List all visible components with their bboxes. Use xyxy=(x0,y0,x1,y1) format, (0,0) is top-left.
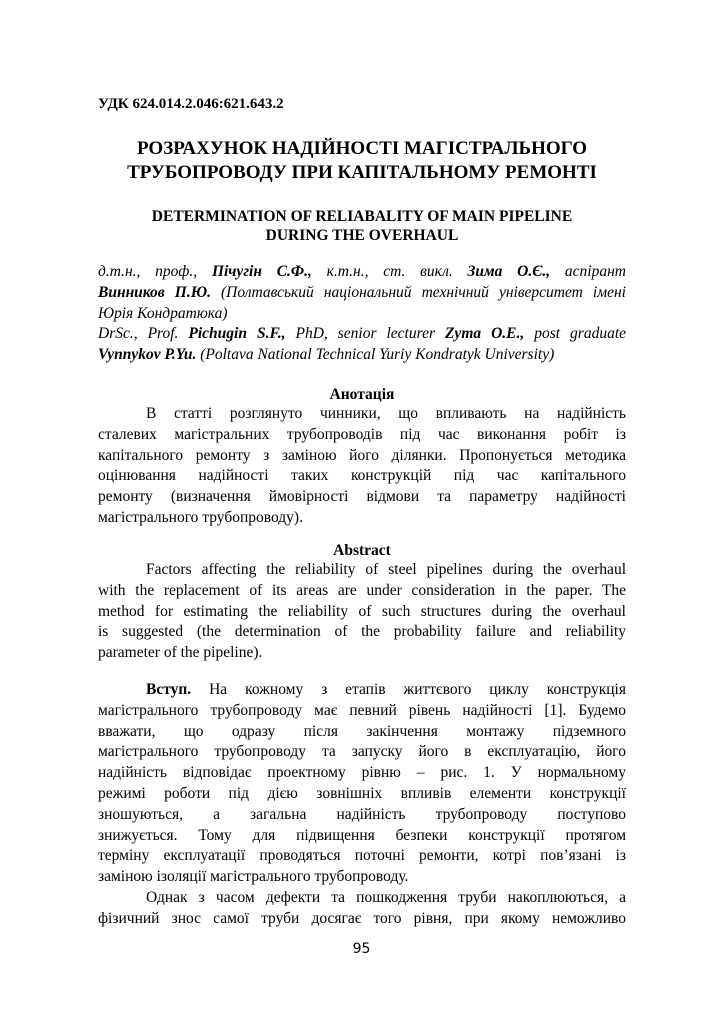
intro-line-1-rest: На кожному з етапів життєвого циклу конструкція xyxy=(191,681,626,698)
abstract-line: parameter of the pipeline). xyxy=(98,644,263,662)
annotation-line: ремонту (визначення ймовірності відмови та параметру надійності xyxy=(98,488,626,506)
authors-en-line-2 xyxy=(98,345,626,366)
affiliation-ua: (Полтавський національний технічний університет імені Юрія Кондратюка) xyxy=(98,283,626,322)
authors-ua-degree-2: к.т.н., ст. викл. xyxy=(311,263,468,280)
author-1-ua: Пічугін С.Ф., xyxy=(211,263,312,280)
intro-line: магістрального трубопроводу має певний рівень надійності [1]. Будемо xyxy=(98,701,626,719)
annotation-line: капітального ремонту з заміною його ділянки. Пропонується методика xyxy=(98,446,626,464)
authors-ua-line-2 xyxy=(98,283,626,325)
annotation-line: сталевих магістральних трубопроводів під час виконання робіт із xyxy=(98,425,626,443)
annotation-line: магістрального трубопроводу). xyxy=(98,508,303,526)
annotation-line: В статті розглянуто чинники, що впливають на надійність xyxy=(146,405,626,422)
annotation-text xyxy=(98,404,626,529)
title-ua-line-2: ТРУБОПРОВОДУ ПРИ КАПІТАЛЬНОМУ РЕМОНТІ xyxy=(127,162,597,183)
author-3-ua: Винников П.Ю. xyxy=(98,283,211,301)
intro-line: вважати, що одразу після закінчення монтажу підземного xyxy=(98,722,626,740)
intro-line: заміною ізоляції магістрального трубопроводу. xyxy=(98,868,409,886)
title-en-line-1: DETERMINATION OF RELIABALITY OF MAIN PIPELINE xyxy=(151,208,573,225)
abstract-line: Factors affecting the reliability of steel pipelines during the overhaul xyxy=(146,561,626,578)
abstract-heading: Abstract xyxy=(333,542,391,559)
authors-en-line-1 xyxy=(98,324,626,345)
abstract-line: method for estimating the reliability of such structures during the overhaul xyxy=(98,602,626,620)
author-2-ua: Зима О.Є., xyxy=(467,263,551,280)
authors-en-degree-2: PhD, senior lecturer xyxy=(285,325,445,343)
introduction-text xyxy=(98,680,626,930)
intro-line: надійність відповідає проектному рівню – рис. 1. У нормальному xyxy=(98,764,626,782)
title-english xyxy=(98,207,626,245)
annotation-heading: Анотація xyxy=(329,386,395,403)
author-2-en: Zyma O.E., xyxy=(444,325,525,343)
annotation-line: оцінювання надійності таких конструкцій під час капітального xyxy=(98,467,626,485)
abstract-line: with the replacement of its areas are under consideration in the paper. The xyxy=(98,581,626,599)
intro-para2-line: фізичний знос самої труби досягає того рівня, при якому неможливо xyxy=(98,909,626,927)
intro-line: терміну експлуатації проводяться поточні ремонти, котрі пов’язані із xyxy=(98,847,626,865)
affiliation-en: (Poltava National Technical Yuriy Kondratyk University) xyxy=(196,346,555,364)
title-ua-line-1: РОЗРАХУНОК НАДІЙНОСТІ МАГІСТРАЛЬНОГО xyxy=(136,138,588,159)
authors-ua-line-1 xyxy=(98,262,626,283)
intro-line: магістрального трубопроводу та запуску його в експлуатацію, його xyxy=(98,743,626,761)
authors-block xyxy=(98,262,626,366)
authors-en-position: post graduate xyxy=(524,325,627,343)
title-en-line-2: DURING THE OVERHAUL xyxy=(265,227,459,244)
intro-line: знижується. Тому для підвищення безпеки конструкції протягом xyxy=(98,826,626,844)
authors-ua-position: аспірант xyxy=(550,263,626,280)
intro-lead: Вступ. xyxy=(146,681,192,698)
abstract-text xyxy=(98,560,626,664)
intro-line xyxy=(98,680,626,701)
udk-code: УДК 624.014.2.046:621.643.2 xyxy=(98,96,284,112)
authors-en-degree: DrSc., Prof. xyxy=(98,325,189,343)
author-3-en: Vynnykov P.Yu. xyxy=(98,346,197,364)
title-ukrainian xyxy=(98,137,626,185)
page-number: 95 xyxy=(352,941,371,957)
intro-line: зношуються, а загальна надійність трубопроводу поступово xyxy=(98,805,626,823)
intro-para2-line: Однак з часом дефекти та пошкодження труби накоплюються, а xyxy=(146,888,626,906)
author-1-en: Pichugin S.F., xyxy=(188,325,286,343)
authors-ua-degree: д.т.н., проф., xyxy=(98,263,212,280)
abstract-line: is suggested (the determination of the probability failure and reliability xyxy=(98,623,626,641)
intro-line: режимі роботи під дією зовнішніх впливів елементи конструкції xyxy=(98,784,626,802)
